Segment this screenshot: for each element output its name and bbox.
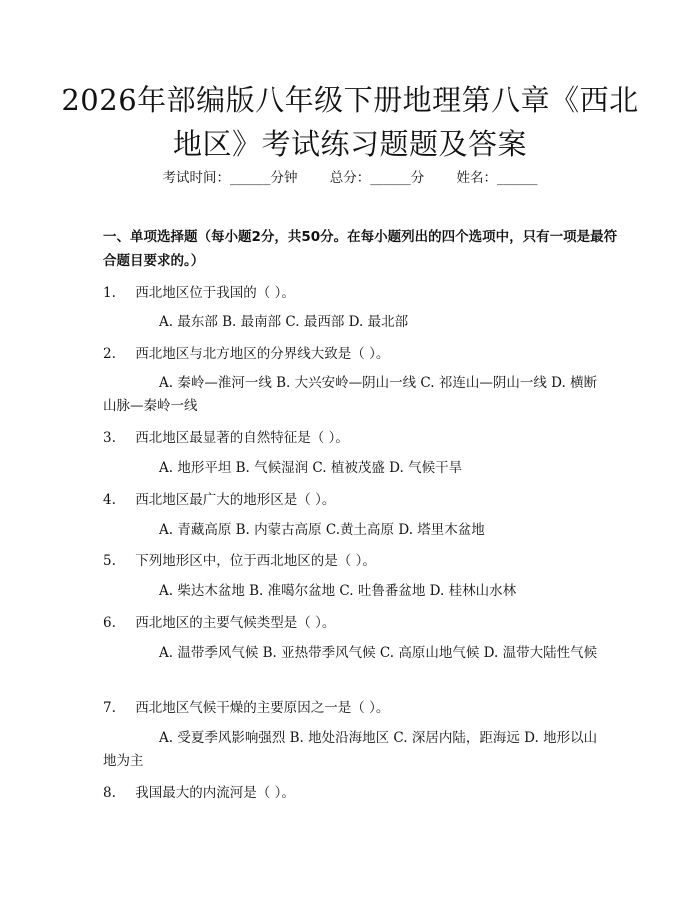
question-4 xyxy=(103,488,623,512)
exam-info-line xyxy=(0,168,700,188)
question-text: 下列地形区中，位于西北地区的是（ ）。 xyxy=(135,553,376,569)
document-title: 2026年部编版八年级下册地理第八章《西北地区》考试练习题题及答案 xyxy=(61,83,639,161)
question-3-options: A. 地形平坦 B. 气候湿润 C. 植被茂盛 D. 气候干旱 xyxy=(159,460,463,476)
question-text: 西北地区最广大的地形区是（ ）。 xyxy=(135,492,336,508)
question-number: 1. xyxy=(103,285,116,301)
question-1-options: A. 最东部 B. 最南部 C. 最西部 D. 最北部 xyxy=(159,314,409,330)
question-2-options: A. 秦岭—淮河一线 B. 大兴安岭—阴山一线 C. 祁连山—阴山一线 D. 横断山脉—秦岭一线 xyxy=(103,375,598,414)
question-5-options: A. 柴达木盆地 B. 准噶尔盆地 C. 吐鲁番盆地 D. 桂林山水林 xyxy=(159,583,517,599)
question-2 xyxy=(103,342,623,366)
question-1 xyxy=(103,281,623,305)
question-number: 6. xyxy=(103,615,116,631)
question-number: 7. xyxy=(103,700,116,716)
section-heading: 一、单项选择题（每小题2分，共50分。在每小题列出的四个选项中，只有一项是最符合题目要求的。） xyxy=(103,229,618,269)
question-7-options: A. 受夏季风影响强烈 B. 地处沿海地区 C. 深居内陆，距海远 D. 地形以山地为主 xyxy=(103,730,598,769)
question-5 xyxy=(103,549,623,573)
question-text: 西北地区的主要气候类型是（ ）。 xyxy=(135,615,336,631)
question-number: 3. xyxy=(103,430,116,446)
question-text: 西北地区位于我国的（ ）。 xyxy=(135,285,295,301)
question-6-options: A. 温带季风气候 B. 亚热带季风气候 C. 高原山地气候 D. 温带大陆性气候 xyxy=(159,645,598,661)
question-4-options: A. 青藏高原 B. 内蒙古高原 C.黄土高原 D. 塔里木盆地 xyxy=(159,522,485,538)
question-6 xyxy=(103,611,623,635)
exam-time-field: 考试时间：______分钟 xyxy=(162,170,298,186)
question-number: 2. xyxy=(103,346,116,362)
question-number: 4. xyxy=(103,492,116,508)
question-text: 西北地区与北方地区的分界线大致是（ ）。 xyxy=(135,346,390,362)
name-field: 姓名：______ xyxy=(456,170,538,186)
question-7 xyxy=(103,696,623,720)
question-8 xyxy=(103,781,623,805)
question-text: 西北地区气候干燥的主要原因之一是（ ）。 xyxy=(135,700,390,716)
question-number: 5. xyxy=(103,553,116,569)
question-text: 我国最大的内流河是（ ）。 xyxy=(135,785,295,801)
question-3 xyxy=(103,426,623,450)
question-text: 西北地区最显著的自然特征是（ ）。 xyxy=(135,430,349,446)
question-number: 8. xyxy=(103,785,116,801)
total-score-field: 总分：______分 xyxy=(329,170,425,186)
